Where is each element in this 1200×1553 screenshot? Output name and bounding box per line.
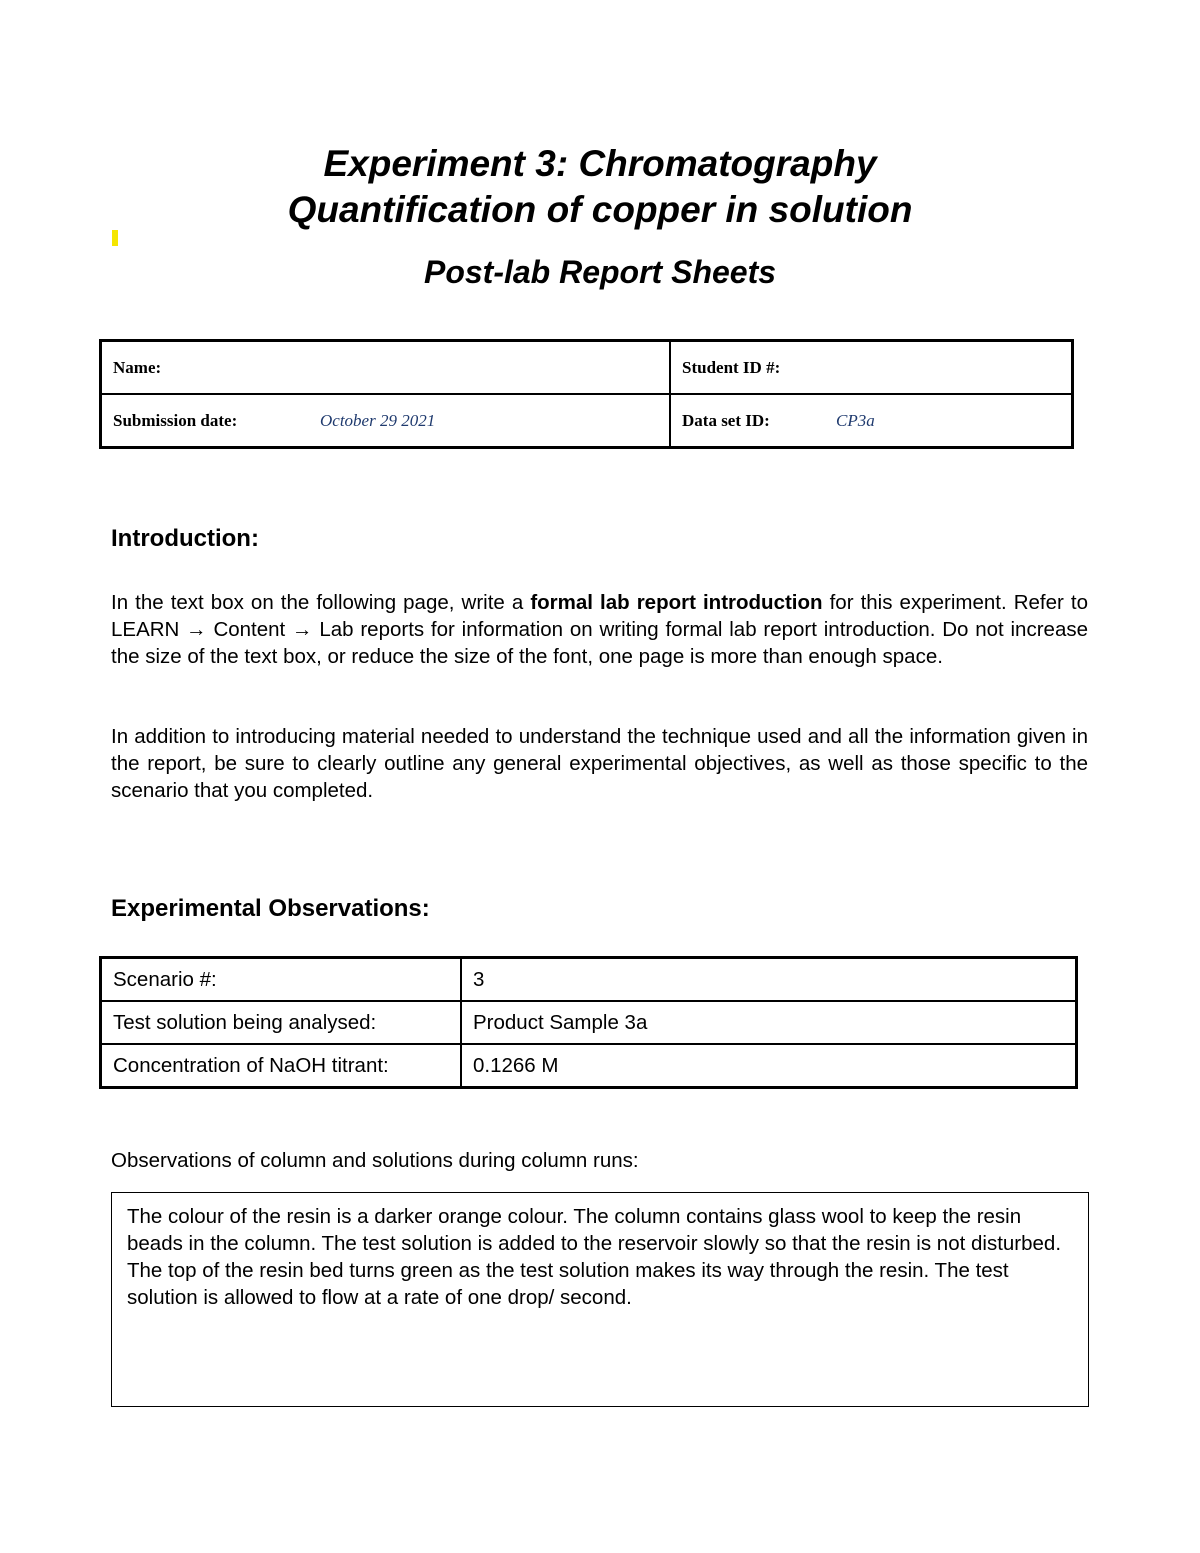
introduction-heading: Introduction: xyxy=(111,525,259,552)
student-id-label: Student ID #: xyxy=(682,357,781,377)
observations-heading: Experimental Observations: xyxy=(111,895,430,922)
highlight-marker xyxy=(112,230,118,246)
introduction-paragraph-2: In addition to introducing material needed to understand the technique used and all the information given in the report, be sure to clearly outline any general experimental objectives, as well as those specific to the scenario that you completed. xyxy=(111,725,1088,802)
table-row xyxy=(101,958,1077,1002)
student-info-table xyxy=(99,339,1074,449)
submission-date-cell[interactable] xyxy=(101,394,671,448)
introduction-paragraph-1 xyxy=(111,589,1088,670)
scenario-label: Scenario #: xyxy=(101,958,462,1002)
test-solution-label: Test solution being analysed: xyxy=(101,1001,462,1044)
dataset-id-value[interactable]: CP3a xyxy=(836,410,875,430)
column-observations-textbox[interactable]: The colour of the resin is a darker orange colour. The column contains glass wool to keep the resin beads in the column. The test solution is added to the reservoir slowly so that the resin is not disturbed. The top of the resin bed turns green as the test solution makes its way through the resin. The test solution is allowed to flow at a rate of one drop/ second. xyxy=(111,1192,1089,1407)
table-row xyxy=(101,341,1073,395)
table-row xyxy=(101,1001,1077,1044)
naoh-concentration-label: Concentration of NaOH titrant: xyxy=(101,1044,462,1088)
column-observations-prompt: Observations of column and solutions during column runs: xyxy=(111,1149,639,1172)
submission-date-value[interactable]: October 29 2021 xyxy=(320,410,436,430)
scenario-value[interactable]: 3 xyxy=(461,958,1077,1002)
intro-p1-start: In the text box on the following page, write a xyxy=(111,591,531,614)
name-cell[interactable] xyxy=(101,341,671,395)
test-solution-value[interactable]: Product Sample 3a xyxy=(461,1001,1077,1044)
student-id-cell[interactable] xyxy=(670,341,1073,395)
naoh-concentration-value[interactable]: 0.1266 M xyxy=(461,1044,1077,1088)
page-subtitle: Post-lab Report Sheets xyxy=(423,254,777,290)
table-row xyxy=(101,1044,1077,1088)
observations-table xyxy=(99,956,1078,1089)
intro-p1-end: for this experiment. Refer to LEARN → Content → Lab reports for information on writing formal lab report introduction. Do not increase the size of the text box, or reduce the size of the font, one page is more than enough space. xyxy=(111,591,1088,668)
dataset-id-cell[interactable] xyxy=(670,394,1073,448)
page-title: Experiment 3: Chromatography xyxy=(323,143,877,184)
intro-p1-bold: formal lab report introduction xyxy=(530,591,823,614)
name-label: Name: xyxy=(113,357,162,377)
table-row xyxy=(101,394,1073,448)
submission-date-label: Submission date: xyxy=(113,410,238,430)
page-title-line2: Quantification of copper in solution xyxy=(287,189,913,230)
dataset-id-label: Data set ID: xyxy=(682,410,770,430)
